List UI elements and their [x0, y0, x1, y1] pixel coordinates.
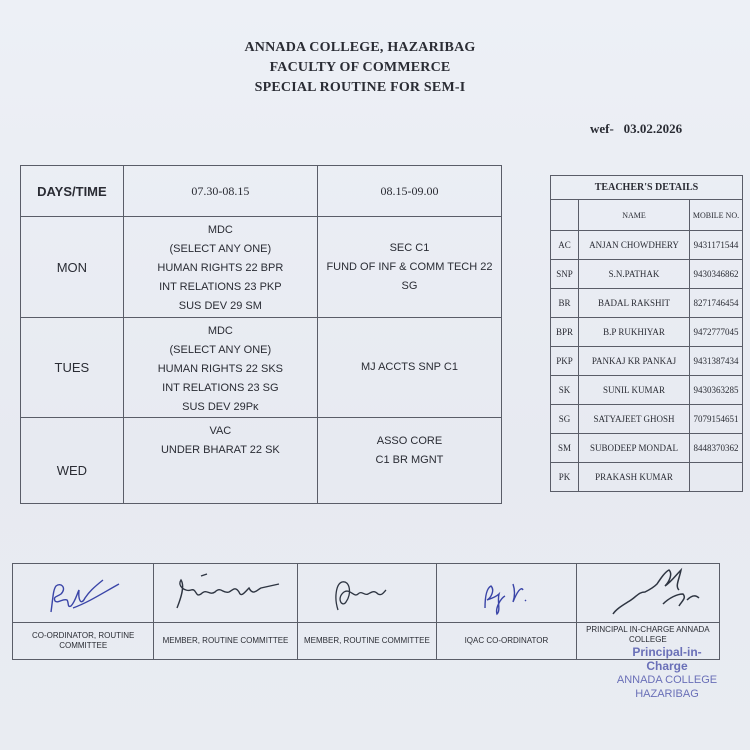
stamp-line: ANNADA COLLEGE: [616, 674, 718, 686]
teacher-row: [551, 376, 743, 405]
stamp-line: Principal-in-Charge: [632, 645, 702, 673]
signature-label: MEMBER, ROUTINE COMMITTEE: [297, 623, 437, 660]
teacher-row: [551, 463, 743, 492]
routine-row-wed: [21, 418, 502, 504]
teacher-mobile: 7079154651: [690, 405, 743, 434]
teacher-code: BR: [551, 289, 579, 318]
signature-label: PRINCIPAL IN-CHARGE ANNADA COLLEGE: [576, 623, 719, 660]
teacher-mobile: 9430363285: [690, 376, 743, 405]
teacher-code: SK: [551, 376, 579, 405]
slot1-cell: [123, 217, 317, 318]
cell-line: (SELECT ANY ONE): [169, 344, 272, 356]
routine-title: SPECIAL ROUTINE FOR SEM-I: [254, 80, 466, 95]
teacher-code: AC: [551, 231, 579, 260]
teacher-row: [551, 405, 743, 434]
faculty-name: FACULTY OF COMMERCE: [269, 60, 451, 75]
cell-line: FUND OF INF & COMM TECH 22 SG: [326, 260, 493, 292]
name-header: NAME: [579, 200, 690, 231]
cell-line: SEC C1: [389, 241, 430, 254]
slot2-cell: [317, 418, 501, 504]
teacher-rows: [551, 231, 743, 492]
teacher-mobile: 8271746454: [690, 289, 743, 318]
days-time-header: DAYS/TIME: [21, 166, 124, 217]
teacher-mobile: 9431387434: [690, 347, 743, 376]
effective-date: wef- 03.02.2026: [590, 121, 683, 136]
teacher-name: PANKAJ KR PANKAJ: [579, 347, 690, 376]
teacher-row: [551, 231, 743, 260]
routine-header-row: [21, 166, 502, 217]
cell-line: HUMAN RIGHTS 22 BPR: [157, 262, 284, 274]
teacher-name: B.P RUKHIYAR: [579, 318, 690, 347]
signature-member-2: [297, 564, 437, 623]
stamp-line: HAZARIBAG: [635, 688, 699, 700]
routine-row-mon: [21, 217, 502, 318]
teacher-mobile: 9431171544: [690, 231, 743, 260]
teacher-mobile: [690, 463, 743, 492]
teacher-code: SG: [551, 405, 579, 434]
teacher-row: [551, 347, 743, 376]
mobile-header: MOBILE NO.: [690, 200, 743, 231]
teachers-title: TEACHER'S DETAILS: [551, 176, 743, 200]
cell-line: SUS DEV 29Pᴋ: [182, 401, 259, 413]
teacher-mobile: 8448370362: [690, 434, 743, 463]
teacher-name: SUBODEEP MONDAL: [579, 434, 690, 463]
signature-member-1: [154, 564, 297, 623]
signature-principal: [576, 564, 719, 623]
cell-line: C1 BR MGNT: [375, 454, 444, 466]
teacher-mobile: 9472777045: [690, 318, 743, 347]
teacher-code: PK: [551, 463, 579, 492]
signature-label: CO-ORDINATOR, ROUTINE COMMITTEE: [13, 623, 154, 660]
cell-line: INT RELATIONS 23 SG: [162, 382, 279, 394]
cell-line: SUS DEV 29 SM: [178, 300, 262, 312]
routine-row-tues: [21, 318, 502, 418]
teachers-header-row: [551, 200, 743, 231]
slot2-cell: [317, 318, 501, 418]
signature-label: MEMBER, ROUTINE COMMITTEE: [154, 623, 297, 660]
teacher-name: PRAKASH KUMAR: [579, 463, 690, 492]
principal-stamp: [612, 645, 722, 701]
teacher-mobile: 9430346862: [690, 260, 743, 289]
cell-line: MDC: [207, 325, 233, 337]
teacher-name: S.N.PATHAK: [579, 260, 690, 289]
signature-row: [13, 564, 720, 623]
routine-table: [20, 165, 502, 504]
teacher-name: BADAL RAKSHIT: [579, 289, 690, 318]
cell-line: UNDER BHARAT 22 SK: [160, 444, 280, 456]
day-cell: MON: [21, 217, 124, 318]
teacher-row: [551, 289, 743, 318]
teacher-row: [551, 318, 743, 347]
day-cell: TUES: [21, 318, 124, 418]
signature-coordinator: [13, 564, 154, 623]
teacher-name: SATYAJEET GHOSH: [579, 405, 690, 434]
cell-line: MDC: [207, 224, 233, 236]
slot1-cell: [123, 318, 317, 418]
teacher-name: ANJAN CHOWDHERY: [579, 231, 690, 260]
teacher-row: [551, 434, 743, 463]
signature-label: IQAC CO-ORDINATOR: [437, 623, 577, 660]
cell-line: MJ ACCTS SNP C1: [360, 361, 458, 373]
teacher-code: SM: [551, 434, 579, 463]
cell-line: INT RELATIONS 23 PKP: [159, 281, 282, 293]
cell-line: (SELECT ANY ONE): [169, 243, 272, 255]
signature-iqac: [437, 564, 577, 623]
code-header: [551, 200, 579, 231]
teacher-row: [551, 260, 743, 289]
slot1-header: 07.30-08.15: [123, 166, 317, 217]
cell-line: HUMAN RIGHTS 22 SKS: [157, 363, 283, 375]
teacher-code: BPR: [551, 318, 579, 347]
slot2-cell: [317, 217, 501, 318]
teacher-code: PKP: [551, 347, 579, 376]
cell-line: ASSO CORE: [376, 435, 443, 447]
teacher-code: SNP: [551, 260, 579, 289]
slot2-header: 08.15-09.00: [317, 166, 501, 217]
college-name: ANNADA COLLEGE, HAZARIBAG: [244, 40, 476, 55]
teacher-name: SUNIL KUMAR: [579, 376, 690, 405]
cell-line: VAC: [209, 425, 232, 437]
day-cell: WED: [21, 418, 124, 504]
slot1-cell: [123, 418, 317, 504]
teachers-table: [550, 175, 743, 492]
